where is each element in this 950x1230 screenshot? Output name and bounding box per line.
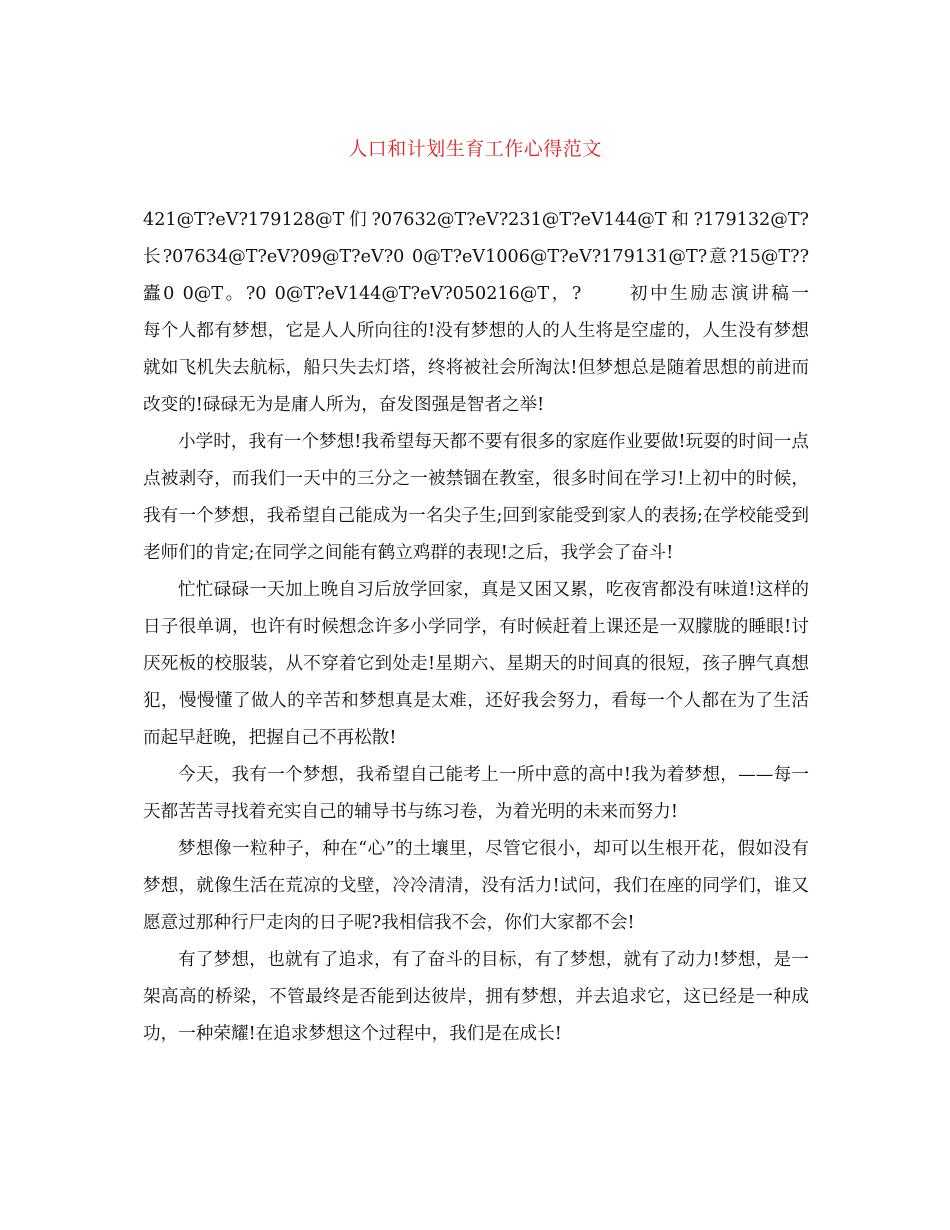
paragraph-2: 小学时，我有一个梦想!我希望每天都不要有很多的家庭作业要做!玩耍的时间一点点被剥夺，而我们一天中的三分之一被禁锢在教室，很多时间在学习!上初中的时候，我有一个梦想，我希望自己能成为一名尖子生;回到家能受到家人的表扬;在学校能受到老师们的肯定;在同学之间能有鹤立鸡群的表现!之后，我学会了奋斗! <box>143 432 809 563</box>
paragraph-6: 有了梦想，也就有了追求，有了奋斗的目标，有了梦想，就有了动力!梦想，是一架高高的桥梁，不管最终是否能到达彼岸，拥有梦想，并去追求它，这已经是一种成功，一种荣耀!在追求梦想这个过程中，我们是在成长! <box>143 950 809 1044</box>
document-body <box>143 202 845 1053</box>
paragraph-4: 今天，我有一个梦想，我希望自己能考上一所中意的高中!我为着梦想，——每一天都苦苦寻找着充实自己的辅导书与练习卷，为着光明的未来而努力! <box>143 765 809 822</box>
document-title: 人口和计划生育工作心得范文 <box>348 138 602 160</box>
paragraph-5: 梦想像一粒种子，种在“心”的土壤里，尽管它很小，却可以生根开花，假如没有梦想，就像生活在荒凉的戈壁，冷冷清清，没有活力!试问，我们在座的同学们，谁又愿意过那种行尸走肉的日子呢?我相信我不会，你们大家都不会! <box>143 839 809 933</box>
paragraph-1: 421@T?eV?179128@T们?07632@T?eV?231@T?eV144@T和?179132@T?长?07634@T?eV?09@T?eV?0 0@T?eV1006@T?eV?179131@T?意?15@T??蠹0 0@T。?0 0@T?eV144@T?eV?050216@T，? 初中生励志演讲稿一 每个人都有梦想，它是人人所向往的!没有梦想的人的人生将是空虚的，人生没有梦想就如飞机失去航标，船只失去灯塔，终将被社会所淘汰!但梦想总是随着思想的前进而改变的!碌碌无为是庸人所为，奋发图强是智者之举! <box>143 210 845 415</box>
paragraph-3: 忙忙碌碌一天加上晚自习后放学回家，真是又困又累，吃夜宵都没有味道!这样的日子很单调，也许有时候想念许多小学同学，有时候赶着上课还是一双朦胧的睡眼!讨厌死板的校服装，从不穿着它到处走!星期六、星期天的时间真的很短，孩子脾气真想犯，慢慢懂了做人的辛苦和梦想真是太难，还好我会努力，看每一个人都在为了生活而起早赶晚，把握自己不再松散! <box>143 580 809 748</box>
